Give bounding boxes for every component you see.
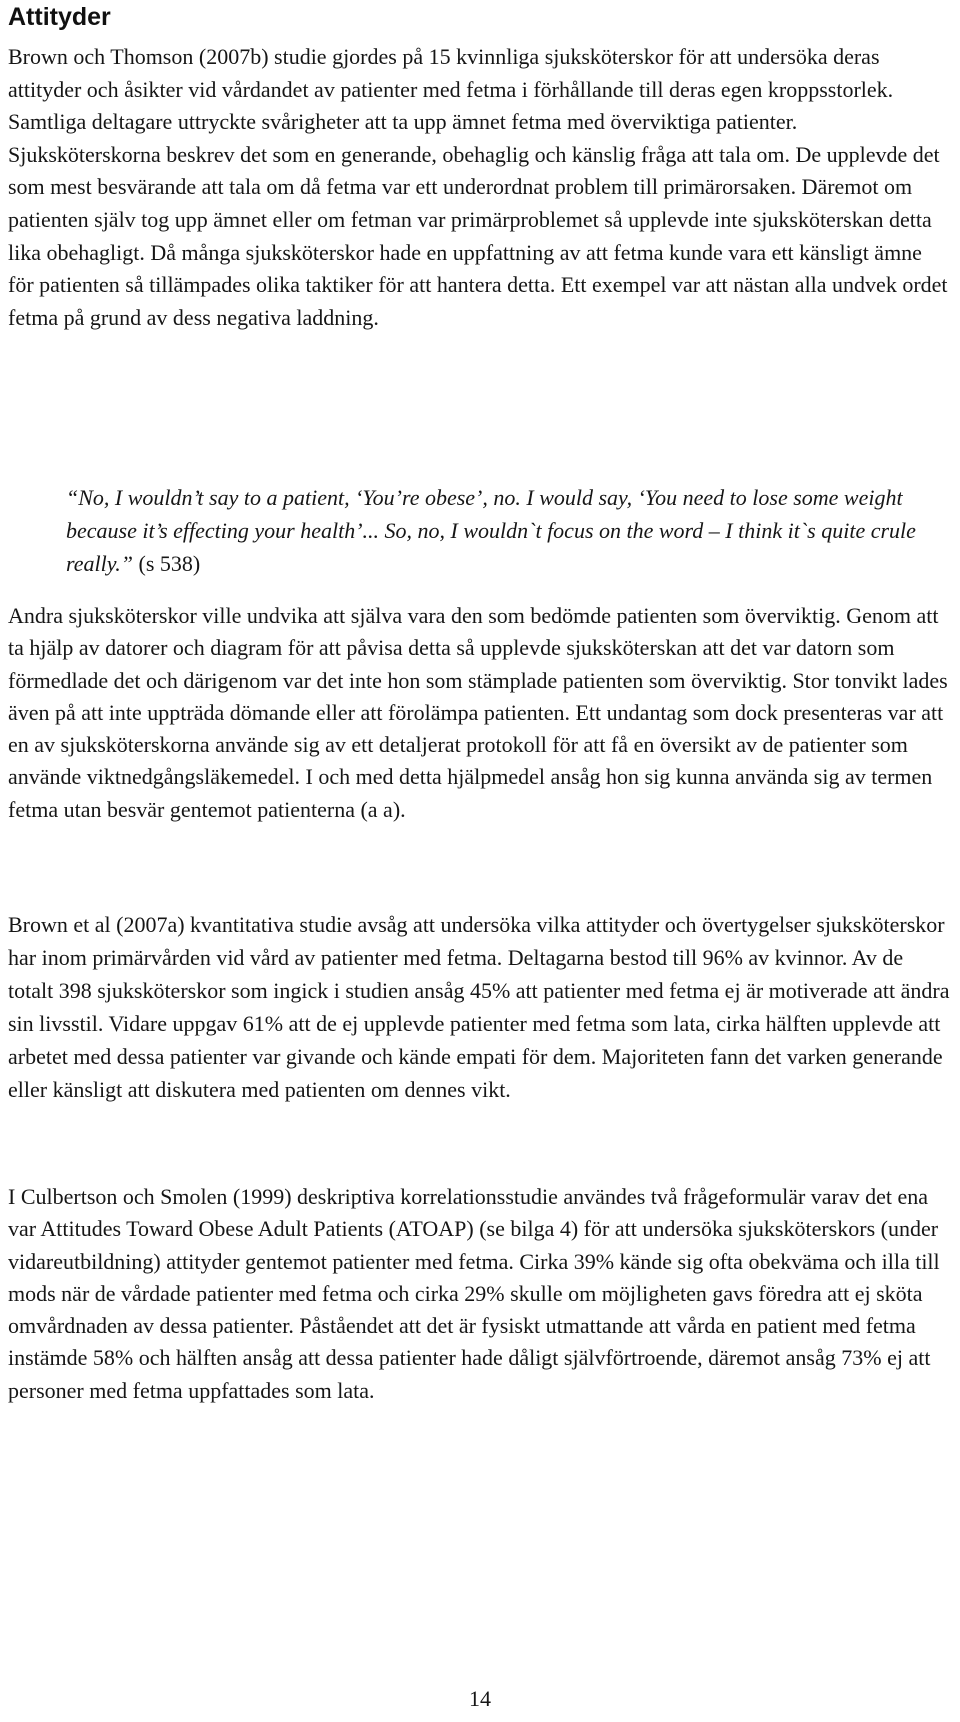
quote-text: No, I wouldn’t say to a patient, ‘You’re obese’, no. I would say, ‘You need to lose some weight because it’s effecting your health’... So, no, I wouldn`t focus on the word – I think it`s quite crule really.” xyxy=(66,485,916,576)
page-number: 14 xyxy=(469,1686,491,1711)
section-heading: Attityder xyxy=(8,3,111,31)
quote-citation xyxy=(133,551,200,576)
paragraph-culbertson-smolen: I Culbertson och Smolen (1999) deskriptiva korrelationsstudie användes två frågeformulär varav det ena var Attitudes Toward Obese Adult Patients (ATOAP) (se bilga 4) för att undersöka sjuksköterskors (under vidareutbildning) attityder gentemot patienter med fetma. Cirka 39% kände sig ofta obekväma och illa till mods när de vårdade patienter med fetma och cirka 29% skulle om möjligheten gavs föredra att ej sköta omvårdnaden av dessa patienter. Påståendet att det är fysiskt utmattande att vårda en patient med fetma instämde 58% och hälften ansåg att dessa patienter hade dåligt självförtroende, däremot ansåg 73% ej att personer med fetma uppfattades som lata. xyxy=(8,1184,940,1403)
paragraph-brown-thomson: Brown och Thomson (2007b) studie gjordes på 15 kvinnliga sjuksköterskor för att undersöka deras attityder och åsikter vid vårdandet av patienter med fetma i förhållande till deras egen kroppsstorlek. Samtliga deltagare uttryckte svårigheter att ta upp ämnet fetma med överviktiga patienter. Sjuksköterskorna beskrev det som en generande, obehaglig och känslig fråga att tala om. De upplevde det som mest besvärande att tala om då fetma var ett underordnat problem till primärorsaken. Däremot om patienten själv tog upp ämnet eller om fetman var primärproblemet så upplevde inte sjuksköterskan detta lika obehagligt. Då många sjuksköterskor hade en uppfattning av att fetma kunde vara ett känsligt ämne för patienten så tillämpades olika taktiker för att hantera detta. Ett exempel var att nästan alla undvek ordet fetma på grund av dess negativa laddning. xyxy=(8,44,948,330)
quote-citation-text: (s 538) xyxy=(138,551,201,576)
block-quote xyxy=(66,481,946,580)
paragraph-brown-et-al: Brown et al (2007a) kvantitativa studie avsåg att undersöka vilka attityder och övertygelser sjuksköterskor har inom primärvården vid vård av patienter med fetma. Deltagarna bestod till 96% av kvinnor. Av de totalt 398 sjuksköterskor som ingick i studien ansåg 45% att patienter med fetma ej är motiverade att ändra sin livsstil. Vidare uppgav 61% att de ej upplevde patienter med fetma som lata, cirka hälften upplevde att arbetet med dessa patienter var givande och kände empati för dem. Majoriteten fann det varken generande eller känsligt att diskutera med patienten om dennes vikt. xyxy=(8,912,950,1102)
quote-open-mark: “ xyxy=(66,485,79,510)
paragraph-other-nurses: Andra sjuksköterskor ville undvika att själva vara den som bedömde patienten som överviktig. Genom att ta hjälp av datorer och diagram för att påvisa detta så upplevde sjuksköterskan att det var datorn som förmedlade det och därigenom var det inte hon som stämplade patienten som överviktig. Stor tonvikt lades även på att inte uppträda dömande eller att förolämpa patienten. Ett undantag som dock presenteras var att en av sjuksköterskorna använde sig av ett detaljerat protokoll för att få en översikt av de patienter som använde viktnedgångsläkemedel. I och med detta hjälpmedel ansåg hon sig kunna använda sig av termen fetma utan besvär gentemot patienterna (a a). xyxy=(8,603,948,822)
